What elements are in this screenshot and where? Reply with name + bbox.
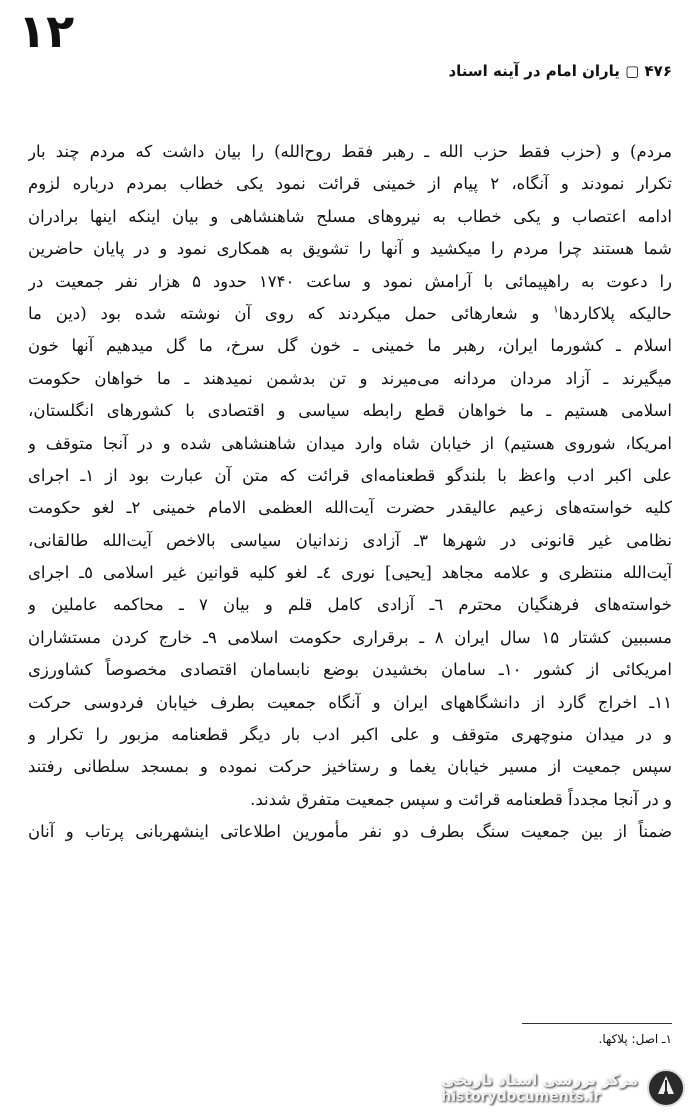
body-line-20: سپس جمعیت از مسیر خیابان یغما و رستاخیز حرکت نموده و بمسجد سلطانی رفتند: [28, 757, 672, 777]
body-line-22: ضمناً از بین جمعیت سنگ بطرف دو نفر مأمورین اطلاعاتی اینشهربانی پرتاب و آنان: [28, 822, 672, 842]
body-line-17: امریکائی از کشور ۱۰ـ سامان بخشیدن بوضع نابسامان اقتصادی مخصوصاً کشاورزی: [28, 660, 672, 680]
body-line-1: مردم) و (حزب فقط حزب الله ـ رهبر فقط روح‌الله) را بیان داشت که مردم چند بار: [28, 142, 672, 161]
document-body: [28, 136, 672, 849]
body-line-3: ادامه اعتصاب و یکی خطاب به نیروهای مسلح شاهنشاهی و بیان اینکه اینها برادران: [28, 206, 672, 226]
body-line-6-end: و شعارهائی حمل میکردند که روی آن نوشته شده بود (دین ما: [28, 303, 554, 323]
body-line-19: و در میدان منوچهری متوقف و علی اکبر ادب بار دیگر قطعنامه مزبور را تکرار و: [28, 725, 672, 745]
body-line-21: و در آنجا مجدداً قطعنامه قرائت و سپس جمعیت متفرق شدند.: [250, 789, 672, 809]
body-line-9: اسلامی هستیم ـ ما خواهان قطع رابطه سیاسی و اقتصادی با کشورهای انگلستان،: [28, 401, 672, 421]
watermark-title: مرکز بررسی اسناد تاریخی: [441, 1071, 638, 1089]
body-line-8: میگیرند ـ آزاد مردان مردانه می‌میرند و تن بدشمن نمیدهند ـ ما خواهان حکومت: [28, 368, 672, 388]
body-line-13: نظامی غیر قانونی در شهرها ۳ـ آزادی زندانیان سیاسی بالاخص آیت‌الله طالقانی،: [28, 530, 672, 550]
footnote-divider: [522, 1023, 672, 1024]
body-line-6-start: حالیکه پلاکاردها: [558, 303, 672, 323]
body-line-15: خواسته‌های فرهنگیان محترم ٦ـ آزادی کامل قلم و بیان ۷ ـ محاکمه عاملین و: [28, 595, 672, 615]
watermark-text: [441, 1071, 638, 1105]
header-title: ۴۷۶ ▢ یاران امام در آینه اسناد: [448, 62, 672, 80]
page-number: ۱۲: [18, 4, 75, 58]
footnote: ۱ـ اصل: پلاکها.: [598, 1032, 672, 1046]
body-line-4: شما هستند چرا مردم را میکشید و آنها را تشویق به همکاری نمود و در پایان حاضرین: [28, 239, 672, 259]
body-line-18: ۱۱ـ اخراج گارد از دانشگاههای ایران و آنگاه جمعیت بطرف خیابان فردوسی حرکت: [28, 692, 672, 712]
body-line-6: [28, 298, 672, 330]
body-line-10: امریکا، شوروی هستیم) از خیابان شاه وارد میدان شاهنشاهی شده و در آنجا متوقف و: [28, 433, 672, 453]
body-line-7: اسلام ـ کشورما ایران، رهبر ما خمینی ـ خون گل سرخ، ما گل میدهیم آنها خون: [28, 336, 672, 356]
body-line-11: علی اکبر ادب واعظ با بلندگو قطعنامه‌ای قرائت که متن آن عبارت بود از ۱ـ اجرای: [28, 465, 672, 485]
pen-nib-icon: [646, 1068, 686, 1108]
watermark: [441, 1068, 686, 1108]
running-header: [448, 62, 672, 80]
body-line-16: مسببین کشتار ۱۵ سال ایران ۸ ـ برقراری حکومت اسلامی ۹ـ خارج کردن مستشاران: [28, 627, 672, 647]
body-line-14: آیت‌الله منتظری و علامه مجاهد [یحیی] نوری ٤ـ لغو کلیه قوانین غیر اسلامی ٥ـ اجرای: [28, 563, 672, 583]
body-line-2: تکرار نمودند و آنگاه، ۲ پیام از خمینی قرائت نمود یکی خطاب بمردم درباره لزوم: [28, 174, 672, 194]
body-line-12: کلیه خواسته‌های زعیم عالیقدر حضرت آیت‌الله العظمی الامام خمینی ۲ـ لغو حکومت: [28, 498, 672, 518]
footnote-marker: ۱: [553, 304, 559, 316]
watermark-url: historydocuments.ir: [441, 1089, 601, 1105]
body-line-5: را دعوت به راهپیمائی با آرامش نمود و ساعت ۱۷۴۰ حدود ۵ هزار نفر جمعیت در: [28, 271, 672, 291]
